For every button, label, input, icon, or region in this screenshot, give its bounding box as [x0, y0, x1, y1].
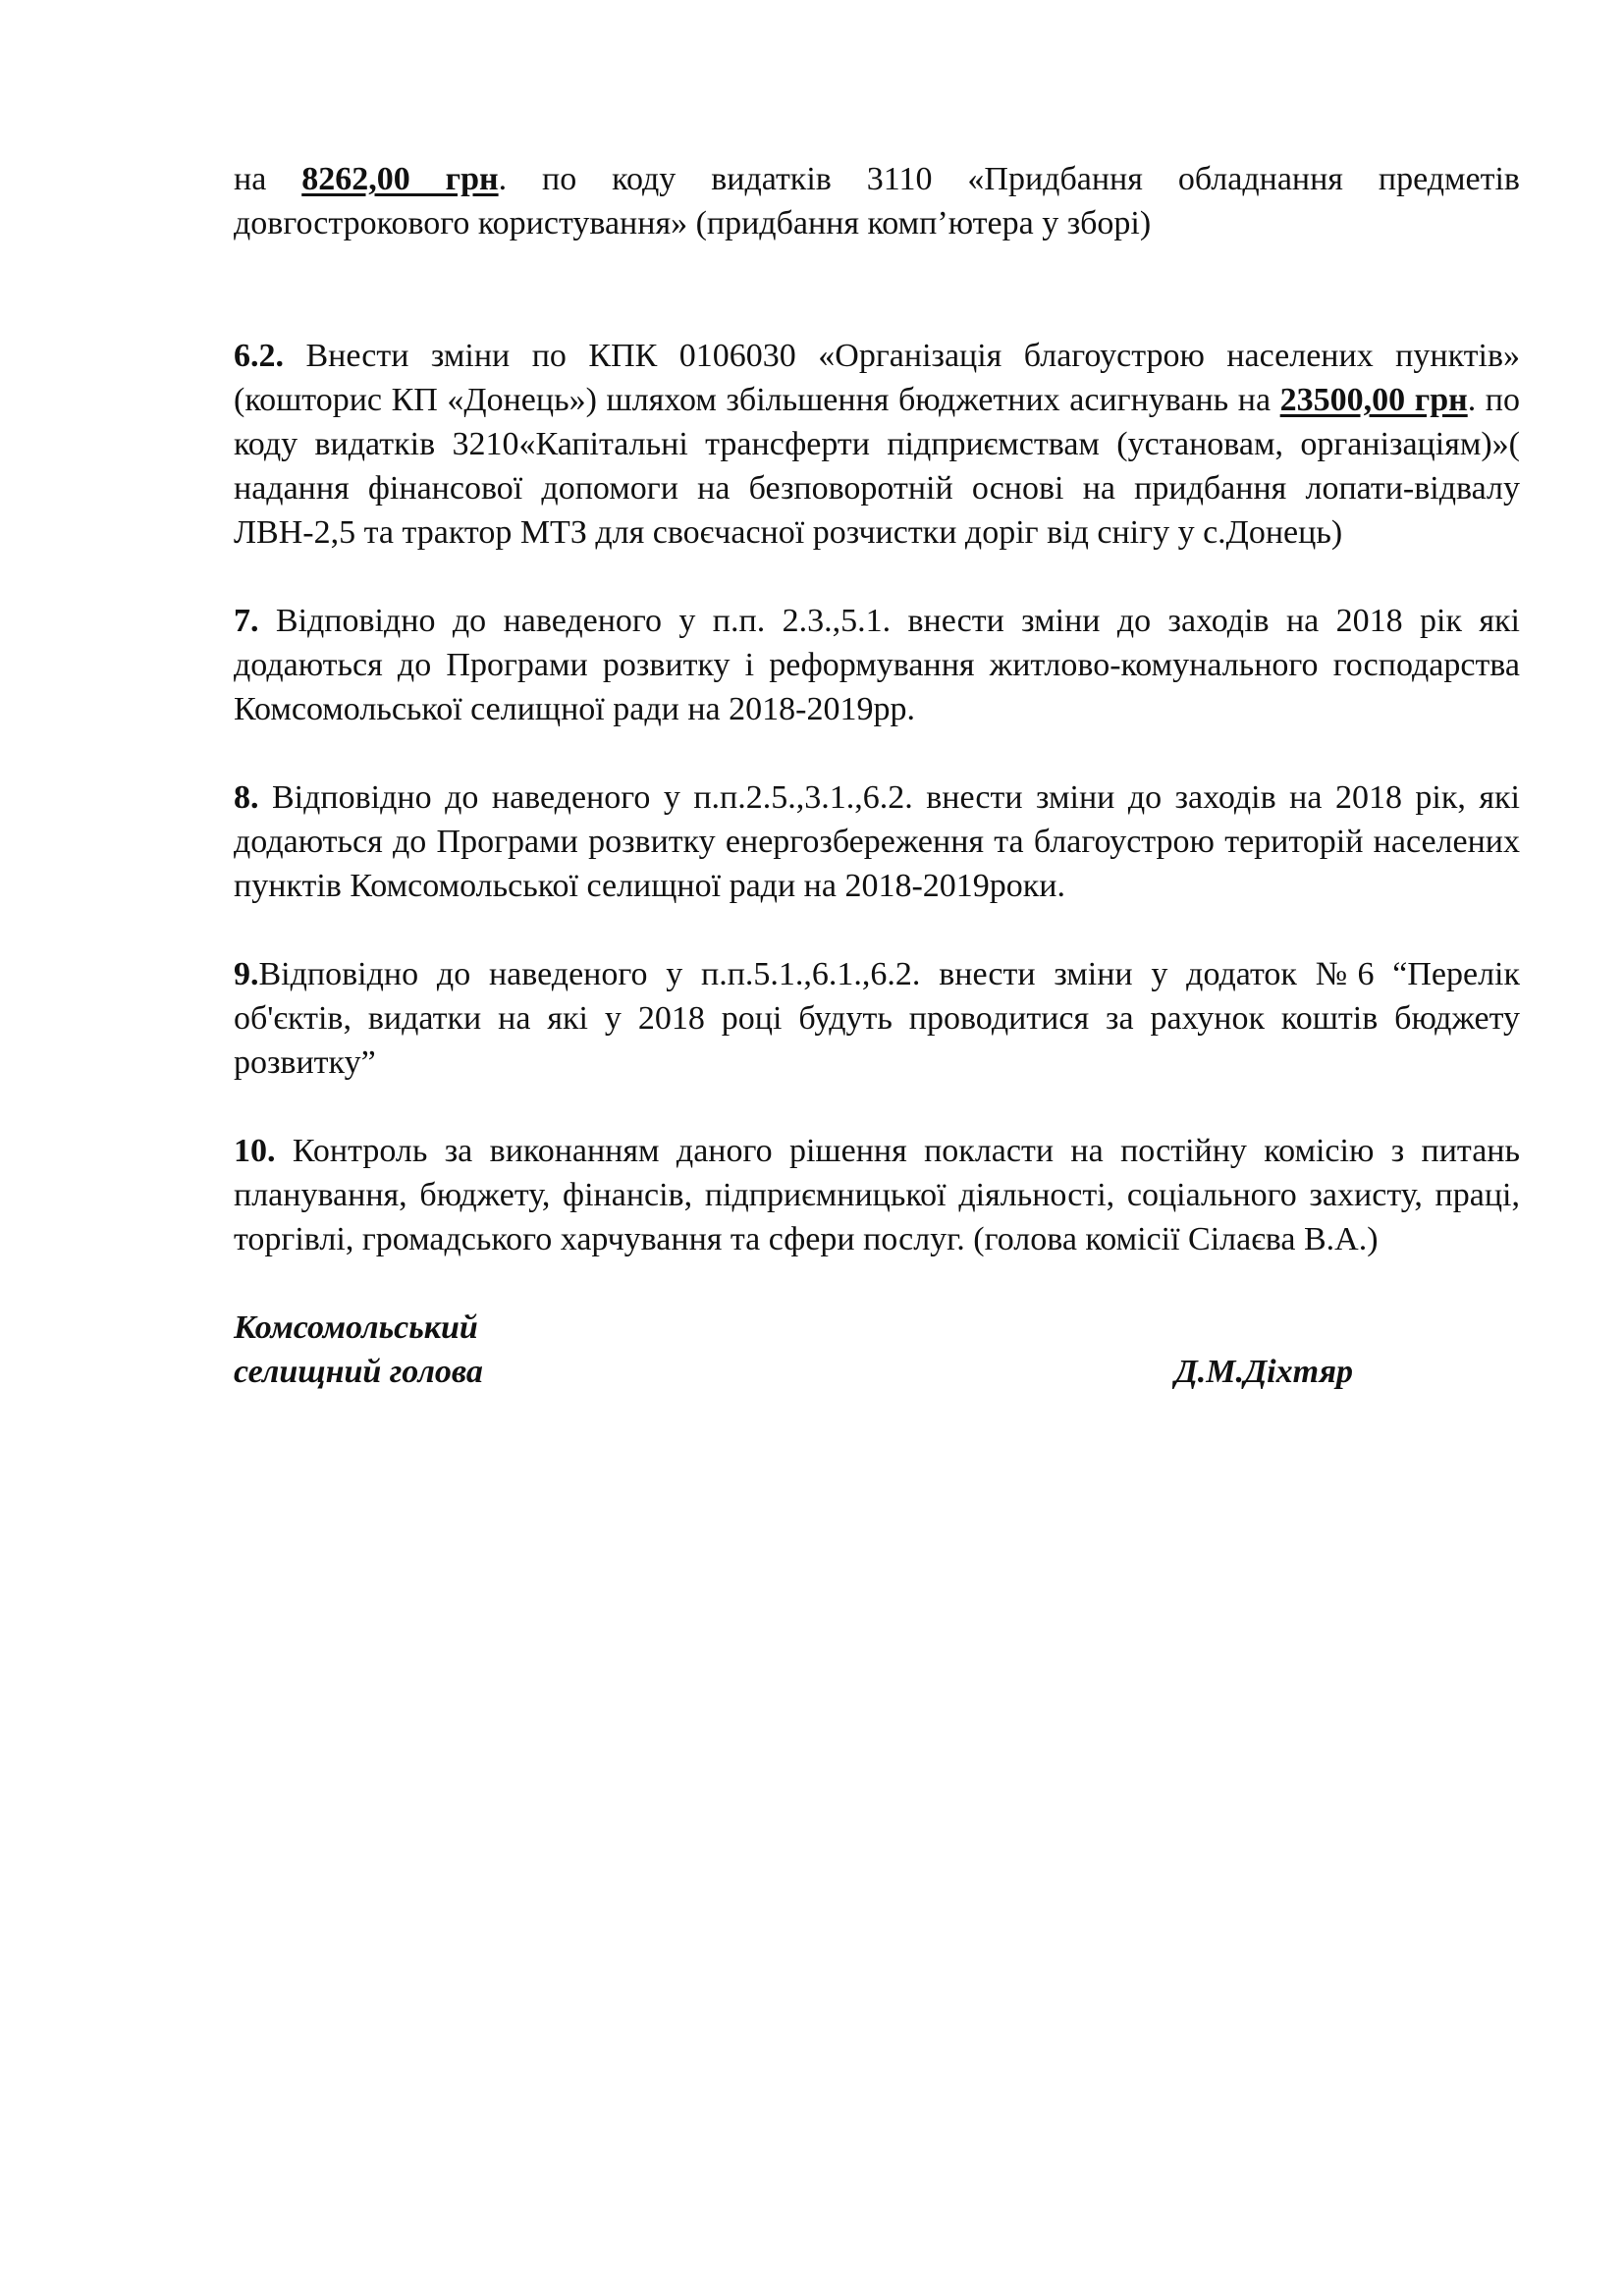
- paragraph-9: [234, 952, 1520, 1085]
- intro-text-pre: на: [234, 161, 302, 197]
- paragraph-10: [234, 1129, 1520, 1261]
- paragraph-8-number: 8.: [234, 779, 259, 816]
- paragraph-10-text: Контроль за виконанням даного рішення покласти на постійну комісію з питань планування, бюджету, фінансів, підприємницької діяльності, соціального захисту, праці, торгівлі, громадського харчування та сфери послуг. (голова комісії Сілаєва В.А.): [234, 1133, 1520, 1257]
- paragraph-6-2-text-pre: Внести зміни по КПК 0106030 «Організація благоустрою населених пунктів» (кошторис КП «Донець») шляхом збільшення бюджетних асигнувань на: [234, 338, 1520, 418]
- paragraph-6-2-text-post: . по коду видатків 3210«Капітальні трансферти підприємствам (установам, організаціям)»( надання фінансової допомоги на безповоротній основі на придбання лопати-відвалу ЛВН-2,5 та трактор МТЗ для своєчасної розчистки доріг від снігу у с.Донець): [234, 382, 1520, 551]
- paragraph-6-2-number: 6.2.: [234, 338, 284, 374]
- paragraph-8: [234, 775, 1520, 908]
- paragraph-9-number: 9.: [234, 956, 259, 992]
- paragraph-7-number: 7.: [234, 603, 259, 639]
- signature-title-line2: селищний голова: [234, 1354, 483, 1390]
- paragraph-intro: [234, 157, 1520, 245]
- paragraph-8-text: Відповідно до наведеного у п.п.2.5.,3.1.,6.2. внести зміни до заходів на 2018 рік, які додаються до Програми розвитку енергозбереження та благоустрою територій населених пунктів Комсомольської селищної ради на 2018-2019роки.: [234, 779, 1520, 904]
- paragraph-10-number: 10.: [234, 1133, 276, 1169]
- signature-title: [234, 1306, 483, 1394]
- signature-block: [234, 1306, 1353, 1396]
- document-page: [234, 157, 1520, 1396]
- intro-amount: 8262,00 грн: [301, 161, 499, 197]
- signature-name: Д.М.Діхтяр: [1174, 1354, 1353, 1390]
- paragraph-6-2: [234, 334, 1520, 555]
- paragraph-7: [234, 599, 1520, 731]
- paragraph-7-text: Відповідно до наведеного у п.п. 2.3.,5.1. внести зміни до заходів на 2018 рік які додаються до Програми розвитку і реформування житлово-комунального господарства Комсомольської селищної ради на 2018-2019рр.: [234, 603, 1520, 727]
- paragraph-6-2-amount: 23500,00 грн: [1279, 382, 1468, 418]
- intro-text-post: . по коду видатків 3110 «Придбання обладнання предметів довгострокового користування» (придбання комп’ютера у зборі): [234, 161, 1520, 241]
- paragraph-9-text: Відповідно до наведеного у п.п.5.1.,6.1.,6.2. внести зміни у додаток №6 “Перелік об'єктів, видатки на які у 2018 році будуть проводитися за рахунок коштів бюджету розвитку”: [234, 956, 1520, 1081]
- signature-title-line1: Комсомольський: [234, 1309, 478, 1346]
